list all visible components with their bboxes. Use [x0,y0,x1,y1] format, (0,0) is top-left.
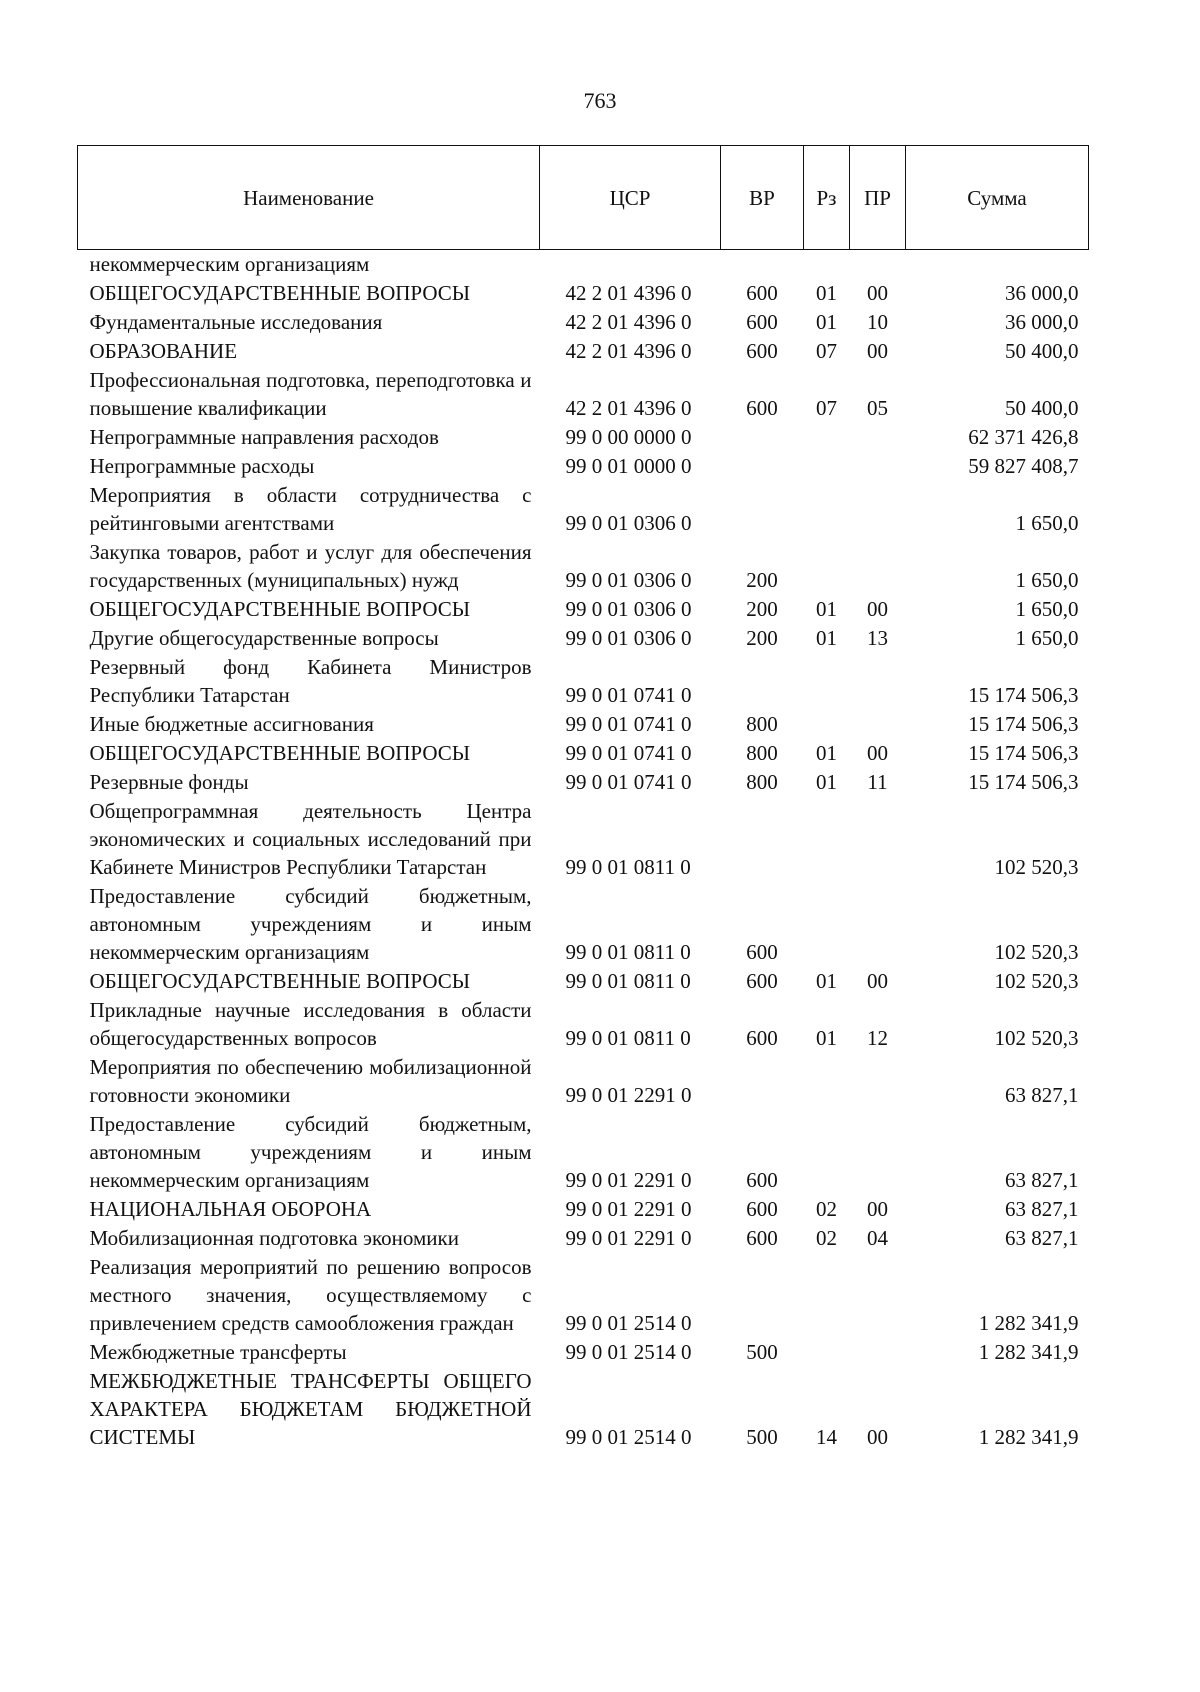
row-name-cell: НАЦИОНАЛЬНАЯ ОБОРОНА [89,1197,372,1221]
row-sum-cell: 15 174 506,3 [968,770,1079,794]
table-row [78,337,1089,366]
row-name-cell: Реализация мероприятий по решению вопросов местного значения, осуществляемому с привлечением средств самообложения граждан [89,1255,532,1335]
row-vr-cell [721,1053,804,1110]
row-pr-cell [850,797,906,882]
row-name-cell: ОБЩЕГОСУДАРСТВЕННЫЕ ВОПРОСЫ [89,741,471,765]
row-name-cell: ОБЩЕГОСУДАРСТВЕННЫЕ ВОПРОСЫ [89,281,471,305]
table-row [78,481,1089,538]
row-pr-cell: 00 [867,281,888,305]
row-rz-cell: 01 [816,281,837,305]
row-pr-cell [850,710,906,739]
row-sum-cell: 102 520,3 [994,1026,1079,1050]
row-vr-cell [721,481,804,538]
row-pr-cell: 13 [867,626,888,650]
row-name-cell: ОБЩЕГОСУДАРСТВЕННЫЕ ВОПРОСЫ [89,969,471,993]
row-name-cell: Предоставление субсидий бюджетным, автономным учреждениям и иным некоммерческим организациям [89,884,532,964]
row-sum-cell: 50 400,0 [1005,339,1079,363]
row-name-cell: Непрограммные направления расходов [89,425,439,449]
row-rz-cell [804,1053,850,1110]
row-name-cell: Прикладные научные исследования в области общегосударственных вопросов [89,998,532,1050]
table-row [78,1224,1089,1253]
row-pr-cell: 00 [867,741,888,765]
row-vr-cell [721,250,804,280]
row-pr-cell [850,538,906,595]
row-pr-cell: 12 [867,1026,888,1050]
row-csr-cell: 99 0 01 0306 0 [565,568,692,592]
row-csr-cell: 99 0 01 2291 0 [565,1168,692,1192]
row-rz-cell: 01 [816,597,837,621]
row-vr-cell: 500 [746,1425,778,1449]
row-csr-cell: 99 0 01 0000 0 [565,454,692,478]
header-rz: Рз [804,146,850,250]
row-pr-cell [850,882,906,967]
row-rz-cell [804,1253,850,1338]
row-vr-cell [721,1253,804,1338]
table-row [78,1367,1089,1452]
row-csr-cell: 99 0 01 0811 0 [565,969,691,993]
row-pr-cell [850,1053,906,1110]
row-sum-cell: 1 282 341,9 [978,1340,1079,1364]
row-pr-cell: 05 [867,396,888,420]
row-rz-cell [804,1110,850,1195]
row-vr-cell [721,423,804,452]
row-rz-cell [804,452,850,481]
row-pr-cell [850,1110,906,1195]
row-rz-cell: 07 [816,396,837,420]
row-rz-cell: 02 [816,1226,837,1250]
row-csr-cell: 42 2 01 4396 0 [565,339,692,363]
row-rz-cell: 01 [816,741,837,765]
row-sum-cell: 15 174 506,3 [968,683,1079,707]
row-sum-cell: 102 520,3 [994,940,1079,964]
row-vr-cell: 600 [746,396,778,420]
table-row [78,366,1089,423]
row-pr-cell: 00 [867,597,888,621]
row-rz-cell [804,882,850,967]
row-vr-cell: 200 [746,568,778,592]
row-csr-cell: 42 2 01 4396 0 [565,281,692,305]
row-pr-cell: 10 [867,310,888,334]
table-row [78,1110,1089,1195]
row-pr-cell: 11 [867,770,888,794]
row-csr-cell: 99 0 01 2291 0 [565,1226,692,1250]
row-sum-cell: 62 371 426,8 [968,425,1079,449]
row-csr-cell: 99 0 01 2514 0 [565,1311,692,1335]
row-rz-cell: 01 [816,770,837,794]
row-name-cell: некоммерческим организациям [89,252,370,276]
row-csr-cell: 99 0 00 0000 0 [565,425,692,449]
row-pr-cell [850,1253,906,1338]
row-sum-cell: 15 174 506,3 [968,712,1079,736]
row-vr-cell: 500 [746,1340,778,1364]
row-rz-cell [804,797,850,882]
table-row [78,624,1089,653]
row-sum-cell: 102 520,3 [994,855,1079,879]
table-row [78,423,1089,452]
row-vr-cell: 600 [746,1197,778,1221]
table-row [78,452,1089,481]
row-csr-cell: 99 0 01 2291 0 [565,1083,692,1107]
row-csr-cell: 99 0 01 0741 0 [565,770,692,794]
row-sum-cell: 63 827,1 [1005,1197,1079,1221]
row-vr-cell: 600 [746,940,778,964]
row-csr-cell: 99 0 01 2291 0 [565,1197,692,1221]
row-sum-cell: 50 400,0 [1005,396,1079,420]
budget-table [77,145,1089,1452]
row-vr-cell: 600 [746,969,778,993]
row-csr-cell: 99 0 01 0741 0 [565,712,692,736]
row-name-cell: Фундаментальные исследования [89,310,383,334]
header-csr: ЦСР [540,146,721,250]
row-pr-cell [850,1338,906,1367]
row-name-cell: Профессиональная подготовка, переподготовка и повышение квалификации [89,368,532,420]
row-sum-cell: 36 000,0 [1005,310,1079,334]
row-sum-cell: 59 827 408,7 [968,454,1079,478]
table-row [78,1053,1089,1110]
table-row [78,996,1089,1053]
row-rz-cell [804,1338,850,1367]
row-rz-cell: 01 [816,310,837,334]
row-vr-cell: 200 [746,626,778,650]
row-pr-cell: 00 [867,1197,888,1221]
row-rz-cell: 01 [816,1026,837,1050]
row-vr-cell: 600 [746,339,778,363]
table-row [78,768,1089,797]
row-vr-cell: 600 [746,310,778,334]
row-sum-cell [906,250,1089,280]
row-name-cell: Мобилизационная подготовка экономики [89,1226,459,1250]
header-vr: ВР [721,146,804,250]
row-sum-cell: 36 000,0 [1005,281,1079,305]
header-pr: ПР [850,146,906,250]
row-sum-cell: 63 827,1 [1005,1168,1079,1192]
row-csr-cell: 42 2 01 4396 0 [565,396,692,420]
row-name-cell: ОБЩЕГОСУДАРСТВЕННЫЕ ВОПРОСЫ [89,597,471,621]
table-row [78,250,1089,280]
table-row [78,797,1089,882]
row-rz-cell: 01 [816,969,837,993]
row-rz-cell: 14 [816,1425,837,1449]
table-body [78,250,1089,1453]
row-sum-cell: 1 650,0 [1015,568,1079,592]
table-row [78,1338,1089,1367]
table-row [78,308,1089,337]
table-row [78,1253,1089,1338]
row-pr-cell: 00 [867,969,888,993]
table-row [78,967,1089,996]
row-csr-cell: 99 0 01 0306 0 [565,626,692,650]
page-number: 763 [583,88,617,113]
row-vr-cell [721,797,804,882]
row-rz-cell [804,250,850,280]
row-csr-cell: 99 0 01 2514 0 [565,1425,692,1449]
table-row [78,710,1089,739]
row-name-cell: Мероприятия по обеспечению мобилизационной готовности экономики [89,1055,532,1107]
row-rz-cell [804,481,850,538]
row-vr-cell: 200 [746,597,778,621]
row-vr-cell: 600 [746,1226,778,1250]
row-pr-cell [850,452,906,481]
header-name: Наименование [78,146,540,250]
row-sum-cell: 63 827,1 [1005,1226,1079,1250]
row-name-cell: Непрограммные расходы [89,454,315,478]
row-vr-cell: 600 [746,1026,778,1050]
row-vr-cell: 600 [746,1168,778,1192]
row-pr-cell: 04 [867,1226,888,1250]
row-sum-cell: 1 282 341,9 [978,1425,1079,1449]
row-pr-cell [850,653,906,710]
table-row [78,653,1089,710]
row-name-cell: ОБРАЗОВАНИЕ [89,339,238,363]
row-name-cell: Предоставление субсидий бюджетным, автономным учреждениям и иным некоммерческим организациям [89,1112,532,1192]
table-row [78,595,1089,624]
table-row [78,1195,1089,1224]
row-rz-cell [804,423,850,452]
row-sum-cell: 63 827,1 [1005,1083,1079,1107]
row-pr-cell [850,481,906,538]
row-csr-cell: 42 2 01 4396 0 [565,310,692,334]
row-sum-cell: 102 520,3 [994,969,1079,993]
table-row [78,882,1089,967]
row-sum-cell: 1 650,0 [1015,626,1079,650]
row-csr-cell [540,250,721,280]
row-pr-cell [850,250,906,280]
row-rz-cell [804,710,850,739]
row-csr-cell: 99 0 01 0811 0 [565,940,691,964]
row-rz-cell [804,653,850,710]
table-row [78,279,1089,308]
row-sum-cell: 1 282 341,9 [978,1311,1079,1335]
row-name-cell: Резервные фонды [89,770,249,794]
row-sum-cell: 15 174 506,3 [968,741,1079,765]
row-csr-cell: 99 0 01 2514 0 [565,1340,692,1364]
row-csr-cell: 99 0 01 0811 0 [565,1026,691,1050]
row-sum-cell: 1 650,0 [1015,511,1079,535]
row-vr-cell [721,653,804,710]
row-sum-cell: 1 650,0 [1015,597,1079,621]
row-pr-cell: 00 [867,1425,888,1449]
row-name-cell: Общепрограммная деятельность Центра экономических и социальных исследований при Кабинете Министров Республики Татарстан [89,799,532,879]
row-rz-cell: 01 [816,626,837,650]
row-rz-cell: 02 [816,1197,837,1221]
row-rz-cell [804,538,850,595]
row-name-cell: Межбюджетные трансферты [89,1340,347,1364]
row-pr-cell: 00 [867,339,888,363]
row-csr-cell: 99 0 01 0306 0 [565,511,692,535]
row-name-cell: МЕЖБЮДЖЕТНЫЕ ТРАНСФЕРТЫ ОБЩЕГО ХАРАКТЕРА БЮДЖЕТАМ БЮДЖЕТНОЙ СИСТЕМЫ [89,1369,532,1449]
row-name-cell: Другие общегосударственные вопросы [89,626,439,650]
row-rz-cell: 07 [816,339,837,363]
row-vr-cell: 800 [746,712,778,736]
row-vr-cell [721,452,804,481]
row-name-cell: Резервный фонд Кабинета Министров Республики Татарстан [89,655,532,707]
row-vr-cell: 800 [746,770,778,794]
row-name-cell: Закупка товаров, работ и услуг для обеспечения государственных (муниципальных) нужд [89,540,532,592]
table-header [78,146,1089,250]
row-csr-cell: 99 0 01 0811 0 [565,855,691,879]
table-row [78,538,1089,595]
row-csr-cell: 99 0 01 0741 0 [565,741,692,765]
row-pr-cell [850,423,906,452]
table-row [78,739,1089,768]
row-csr-cell: 99 0 01 0306 0 [565,597,692,621]
row-vr-cell: 600 [746,281,778,305]
row-name-cell: Иные бюджетные ассигнования [89,712,374,736]
header-sum: Сумма [906,146,1089,250]
row-name-cell: Мероприятия в области сотрудничества с рейтинговыми агентствами [89,483,532,535]
row-csr-cell: 99 0 01 0741 0 [565,683,692,707]
row-vr-cell: 800 [746,741,778,765]
